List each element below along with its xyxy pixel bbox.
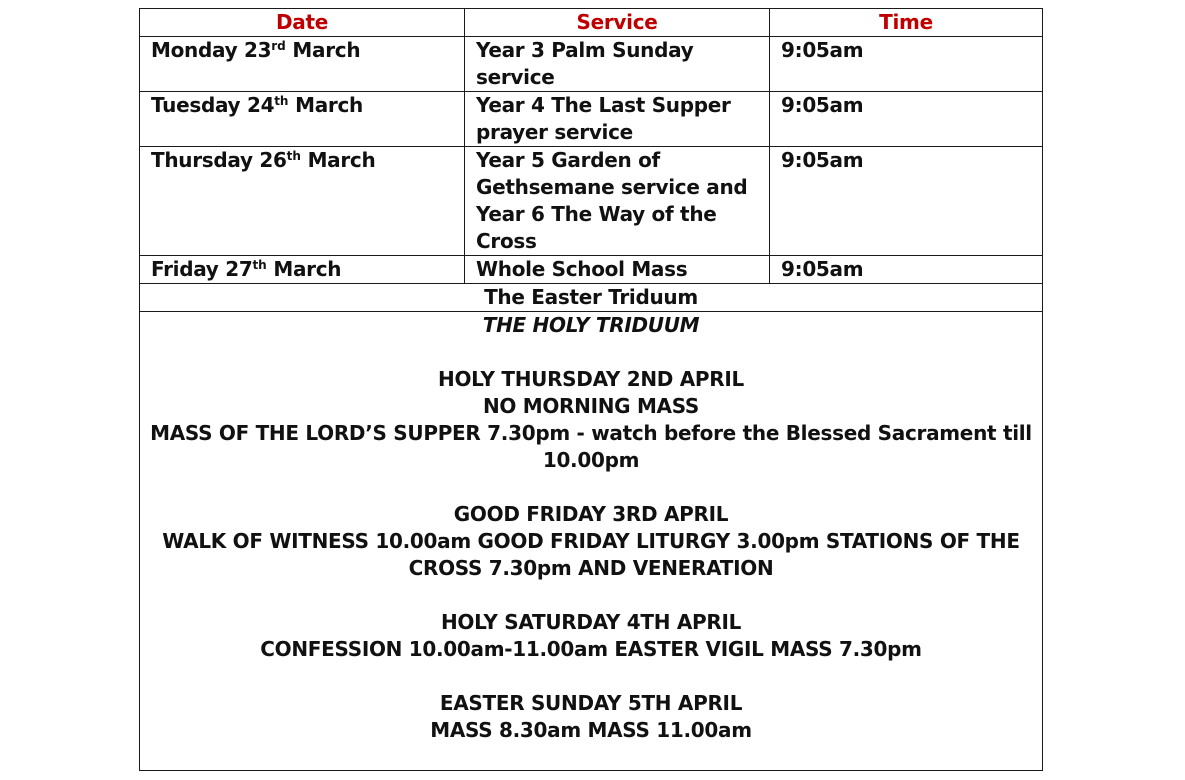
good-friday-title: GOOD FRIDAY 3RD APRIL [453,502,729,526]
triduum-title: The Easter Triduum [140,284,1043,312]
time-cell: 9:05am [770,37,1043,92]
triduum-cell [140,312,1043,771]
date-suffix: rd [271,39,286,53]
holy-thursday-title: HOLY THURSDAY 2ND APRIL [438,367,744,391]
easter-sunday-line1: MASS 8.30am MASS 11.00am [430,718,752,742]
date-month: March [266,257,342,281]
date-month: March [288,93,363,117]
header-time: Time [770,9,1043,37]
triduum-heading: THE HOLY TRIDUUM [482,313,700,337]
date-cell [140,37,465,92]
table-header-row [140,9,1043,37]
table-row [140,147,1043,256]
holy-thursday-line1: NO MORNING MASS [482,394,700,418]
service-cell: Year 3 Palm Sunday service [465,37,770,92]
date-cell [140,256,465,284]
date-day: Tuesday 24 [151,93,275,117]
time-cell: 9:05am [770,147,1043,256]
table-row [140,92,1043,147]
header-date: Date [140,9,465,37]
table-row [140,37,1043,92]
time-cell: 9:05am [770,92,1043,147]
service-cell: Year 5 Garden of Gethsemane service and Year 6 The Way of the Cross [465,147,770,256]
service-cell: Year 4 The Last Supper prayer service [465,92,770,147]
triduum-title-row [140,284,1043,312]
date-month: March [285,38,361,62]
holy-thursday-line2: MASS OF THE LORD’S SUPPER 7.30pm - watch before the Blessed Sacrament till 10.00pm [150,421,1032,472]
time-cell: 9:05am [770,256,1043,284]
date-cell [140,147,465,256]
date-month: March [300,148,376,172]
good-friday-line1: WALK OF WITNESS 10.00am GOOD FRIDAY LITURGY 3.00pm STATIONS OF THE CROSS 7.30pm AND VENERATION [162,529,1020,580]
date-suffix: th [274,94,289,108]
table-row [140,256,1043,284]
holy-saturday-line1: CONFESSION 10.00am-11.00am EASTER VIGIL MASS 7.30pm [260,637,922,661]
holy-saturday-title: HOLY SATURDAY 4TH APRIL [440,610,742,634]
services-table [139,8,1043,771]
date-suffix: th [252,258,267,272]
date-cell [140,92,465,147]
date-suffix: th [286,149,301,163]
date-day: Friday 27 [151,257,253,281]
header-service: Service [465,9,770,37]
date-day: Monday 23 [151,38,272,62]
easter-sunday-title: EASTER SUNDAY 5TH APRIL [439,691,743,715]
date-day: Thursday 26 [151,148,287,172]
triduum-row [140,312,1043,771]
service-cell: Whole School Mass [465,256,770,284]
